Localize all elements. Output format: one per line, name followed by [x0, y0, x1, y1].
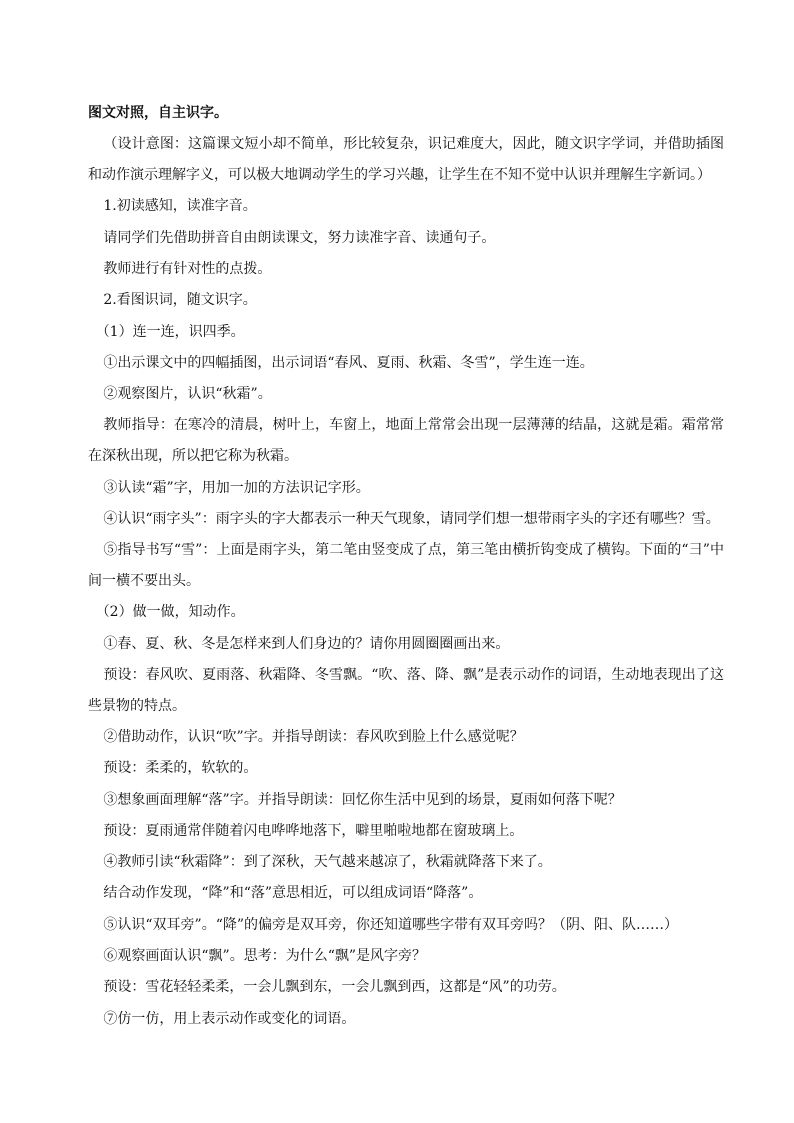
paragraph: ①出示课文中的四幅插图，出示词语“春风、夏雨、秋霜、冬雪”，学生连一连。: [103, 354, 594, 371]
paragraph: 预设：夏雨通常伴随着闪电哗哗地落下，噼里啪啦地都在窗玻璃上。: [103, 822, 524, 839]
paragraph: ④教师引读“秋霜降”：到了深秋，天气越来越凉了，秋霜就降落下来了。: [103, 854, 552, 871]
paragraph: ②观察图片，认识“秋霜”。: [103, 386, 272, 403]
paragraph: ⑤指导书写“雪”：上面是雨字头，第二笔由竖变成了点，第三笔由横折钩变成了横钩。下面的“彐”中间一横不要出头。: [88, 542, 724, 589]
document-body: [88, 98, 724, 1035]
paragraph: 教师指导：在寒冷的清晨，树叶上，车窗上，地面上常常会出现一层薄薄的结晶，这就是霜。霜常常在深秋出现，所以把它称为秋霜。: [88, 417, 724, 465]
paragraph: 请同学们先借助拼音自由朗读课文，努力读准字音、读通句子。: [103, 229, 496, 246]
paragraph: 2.看图识词，随文识字。: [103, 292, 257, 309]
paragraph: 预设：柔柔的，软软的。: [103, 760, 258, 777]
paragraph: ③想象画面理解“落”字。并指导朗读：回忆你生活中见到的场景，夏雨如何落下呢？: [103, 791, 622, 808]
paragraph: （2）做一做，知动作。: [95, 604, 245, 621]
paragraph: 预设：春风吹、夏雨落、秋霜降、冬雪飘。“吹、落、降、飘”是表示动作的词语，生动地表现出了这些景物的特点。: [88, 666, 724, 714]
paragraph: 预设：雪花轻轻柔柔，一会儿飘到东，一会儿飘到西，这都是“风”的功劳。: [103, 979, 566, 996]
paragraph: ⑤认识“双耳旁”。“降”的偏旁是双耳旁，你还知道哪些字带有双耳旁吗？（阴、阳、队……）: [103, 916, 679, 933]
paragraph: 教师进行有针对性的点拨。: [103, 260, 272, 277]
paragraph: ⑦仿一仿，用上表示动作或变化的词语。: [103, 1010, 356, 1027]
paragraph: ②借助动作，认识“吹”字。并指导朗读：春风吹到脸上什么感觉呢？: [103, 728, 524, 745]
paragraph: ③认读“霜”字，用加一加的方法识记字形。: [103, 479, 370, 496]
paragraph: 1.初读感知，读准字音。: [103, 198, 257, 215]
paragraph: ⑥观察画面认识“飘”。思考：为什么“飘”是风字旁？: [103, 948, 427, 965]
paragraph: ④认识“雨字头”：雨字头的字大都表示一种天气现象，请同学们想一想带雨字头的字还有哪些？雪。: [103, 510, 720, 527]
paragraph: ①春、夏、秋、冬是怎样来到人们身边的？请你用圆圈圈画出来。: [103, 635, 510, 652]
paragraph: 结合动作发现，“降”和“落”意思相近，可以组成词语“降落”。: [103, 885, 483, 902]
section-heading: 图文对照，自主识字。: [88, 105, 228, 121]
paragraph: （1）连一连，识四季。: [95, 323, 245, 340]
paragraph: （设计意图：这篇课文短小却不简单，形比较复杂，识记难度大，因此，随文识字学词，并借助插图和动作演示理解字义，可以极大地调动学生的学习兴趣，让学生在不知不觉中认识并理解生字新词。）: [88, 136, 724, 184]
